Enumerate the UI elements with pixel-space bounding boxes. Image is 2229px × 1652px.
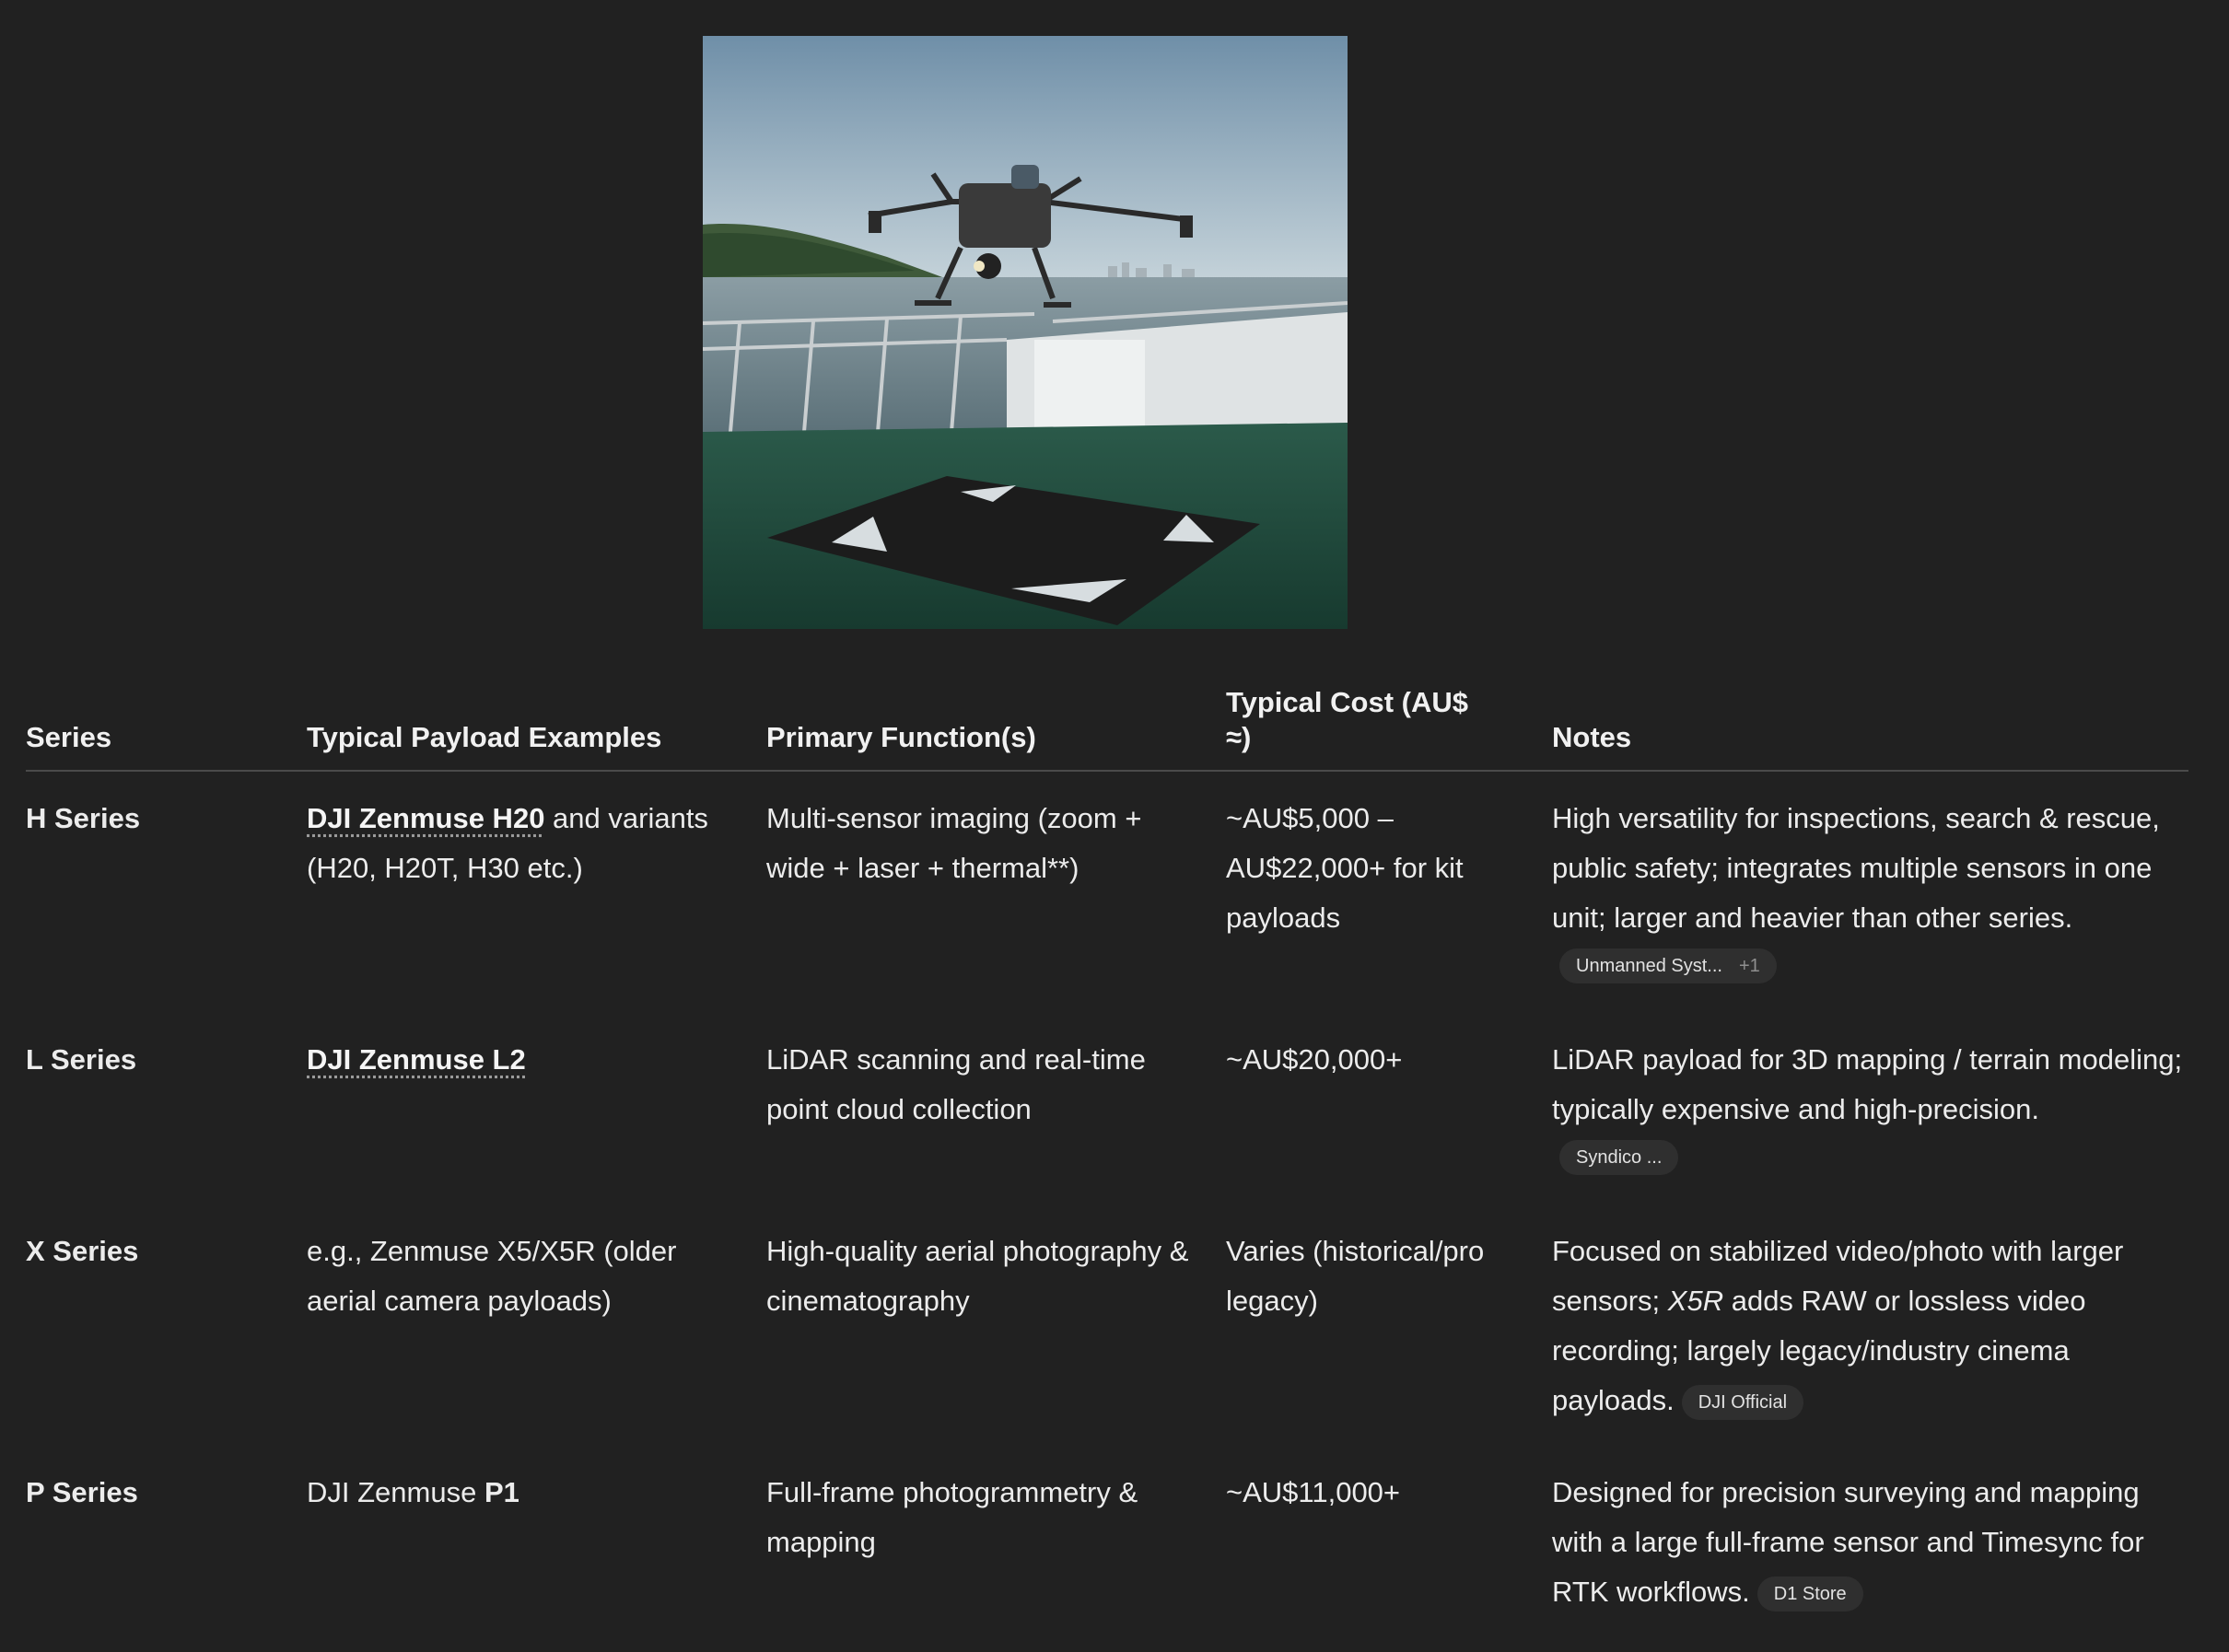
source-chip[interactable]: [1757, 1576, 1863, 1611]
payload-cell: [307, 1446, 766, 1652]
table-header-row: [26, 685, 2188, 771]
notes-text: LiDAR payload for 3D mapping / terrain modeling; typically expensive and high-precision.: [1552, 1043, 2183, 1125]
notes-text: Focused on stabilized video/photo with larger sensors;: [1552, 1235, 2124, 1317]
drone-photo-icon: [703, 36, 1348, 629]
header-payload: Typical Payload Examples: [307, 685, 766, 771]
table-row: [26, 1446, 2188, 1652]
header-cost: [1226, 685, 1552, 771]
source-chip-label: Syndico ...: [1576, 1146, 1663, 1168]
notes-italic: X5R: [1667, 1285, 1724, 1317]
notes-cell: [1552, 1204, 2188, 1446]
header-function: Primary Function(s): [766, 685, 1226, 771]
source-chip-label: DJI Official: [1698, 1391, 1788, 1413]
drone-photo[interactable]: [703, 36, 1348, 629]
payload-cell: [307, 771, 766, 1013]
notes-cell: [1552, 1446, 2188, 1652]
header-cost-line2: ≈): [1226, 721, 1252, 753]
series-cell: H Series: [26, 802, 141, 834]
source-chip[interactable]: [1682, 1385, 1803, 1420]
notes-cell: [1552, 771, 2188, 1013]
cost-cell: Varies (historical/pro legacy): [1226, 1235, 1485, 1317]
table-row: [26, 1013, 2188, 1204]
function-cell: LiDAR scanning and real-time point cloud collection: [766, 1043, 1146, 1125]
payload-model: P1: [484, 1476, 519, 1508]
payload-text: DJI Zenmuse: [307, 1476, 484, 1508]
source-chip-label: Unmanned Syst...: [1576, 955, 1722, 976]
function-cell: High-quality aerial photography & cinematography: [766, 1235, 1189, 1317]
source-chip[interactable]: [1559, 1140, 1678, 1175]
source-chip-more: +1: [1738, 955, 1760, 976]
payload-cell: [307, 1013, 766, 1204]
payload-table: [26, 685, 2188, 1652]
notes-text-cont: adds RAW or lossless video recording; largely legacy/industry cinema payloads.: [1552, 1285, 2086, 1416]
header-notes: Notes: [1552, 685, 2188, 771]
header-cost-line1: Typical Cost (AU$: [1226, 686, 1468, 718]
function-cell: Full-frame photogrammetry & mapping: [766, 1476, 1138, 1558]
table-row: [26, 1204, 2188, 1446]
payload-cell: e.g., Zenmuse X5/X5R (older aerial camera payloads): [307, 1235, 677, 1317]
notes-cell: [1552, 1013, 2188, 1204]
cost-cell: ~AU$5,000 – AU$22,000+ for kit payloads: [1226, 802, 1464, 934]
payload-link[interactable]: DJI Zenmuse H20: [307, 802, 545, 834]
series-cell: P Series: [26, 1476, 138, 1508]
notes-text: Designed for precision surveying and mapping with a large full-frame sensor and Timesync for RTK workflows.: [1552, 1476, 2144, 1608]
table-row: [26, 771, 2188, 1013]
payload-link[interactable]: DJI Zenmuse L2: [307, 1043, 526, 1076]
cost-cell: ~AU$20,000+: [1226, 1043, 1403, 1076]
function-cell: Multi-sensor imaging (zoom + wide + laser + thermal**): [766, 802, 1142, 884]
header-series: Series: [26, 685, 307, 771]
series-cell: X Series: [26, 1235, 139, 1267]
notes-text: High versatility for inspections, search & rescue, public safety; integrates multiple sensors in one unit; larger and heavier than other series.: [1552, 802, 2160, 934]
source-chip-label: D1 Store: [1773, 1583, 1847, 1604]
source-chip[interactable]: [1559, 948, 1777, 983]
series-cell: L Series: [26, 1043, 137, 1076]
payload-text: and variants (H20, H20T, H30 etc.): [307, 802, 708, 884]
cost-cell: ~AU$11,000+: [1226, 1476, 1401, 1508]
